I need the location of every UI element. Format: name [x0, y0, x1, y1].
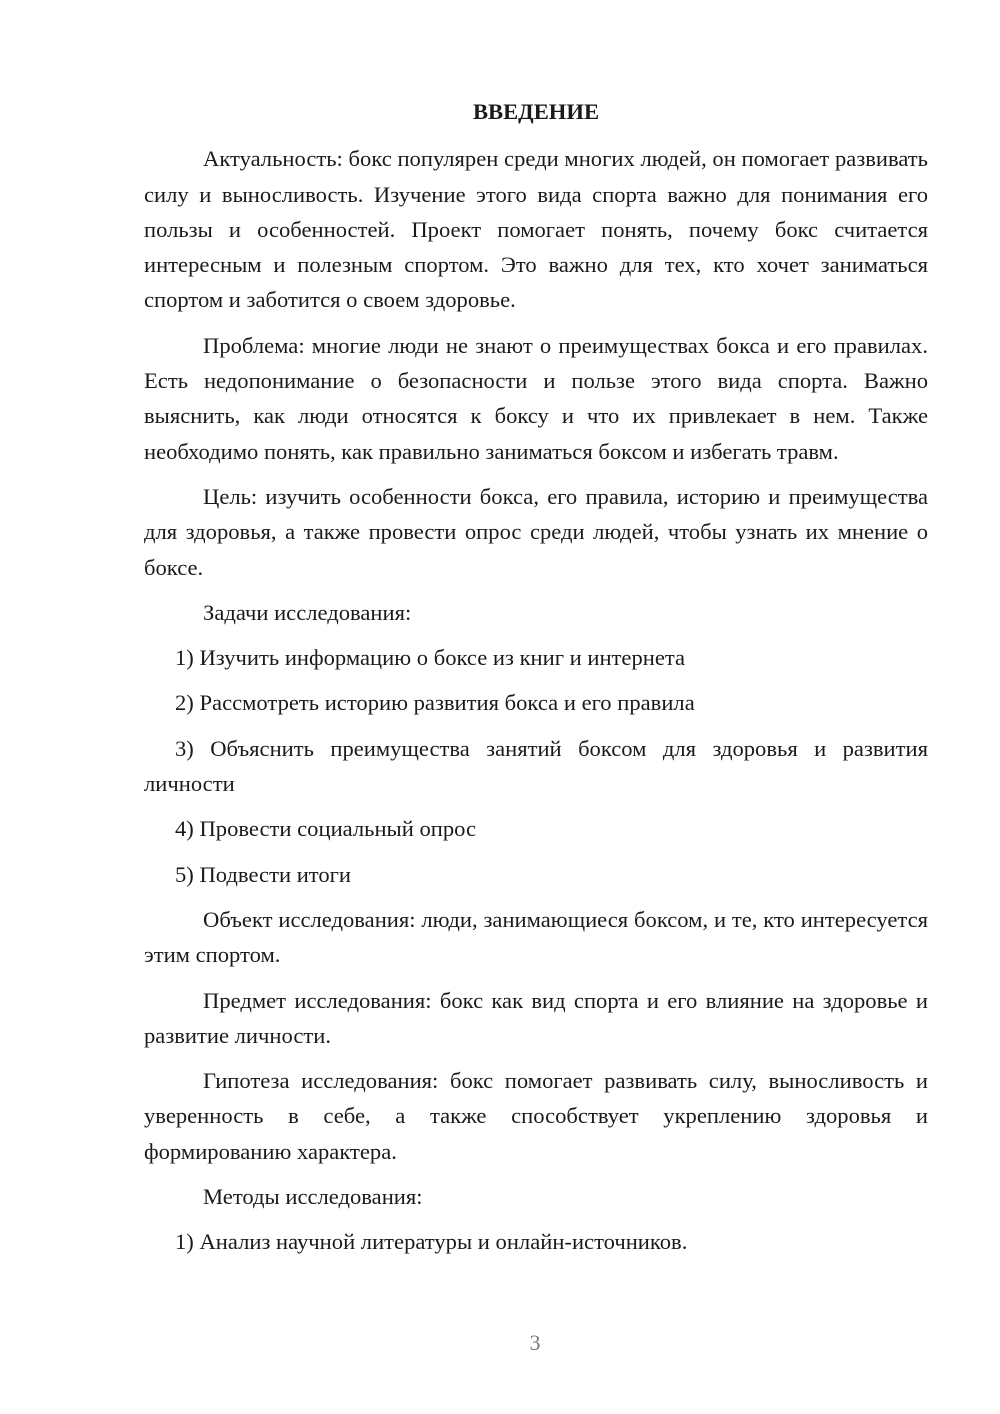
task-item-3: 3) Объяснить преимущества занятий боксом для здоровья и развития личности — [144, 735, 928, 797]
tasks-heading: Задачи исследования: — [203, 599, 412, 625]
goal-paragraph: Цель: изучить особенности бокса, его правила, историю и преимущества для здоровья, а также провести опрос среди людей, чтобы узнать их мнение о боксе. — [144, 483, 928, 580]
methods-heading: Методы исследования: — [203, 1184, 423, 1210]
hypothesis-paragraph: Гипотеза исследования: бокс помогает развивать силу, выносливость и уверенность в себе, а также способствует укреплению здоровья и формированию характера. — [144, 1068, 928, 1164]
problem-paragraph: Проблема: многие люди не знают о преимуществах бокса и его правилах. Есть недопонимание о безопасности и пользе этого вида спорта. Важно выяснить, как люди относятся к боксу и что их привлекает в нем. Также необходимо понять, как правильно заниматься боксом и избегать травм. — [144, 332, 928, 464]
section-title: ВВЕДЕНИЕ — [472, 99, 600, 124]
task-item-4: 4) Провести социальный опрос — [175, 816, 477, 842]
subject-paragraph: Предмет исследования: бокс как вид спорта и его влияние на здоровье и развитие личности. — [144, 987, 928, 1048]
task-item-2: 2) Рассмотреть историю развития бокса и его правила — [175, 690, 695, 716]
page-number: 3 — [529, 1330, 541, 1355]
task-item-5: 5) Подвести итоги — [175, 861, 352, 887]
object-paragraph: Объект исследования: люди, занимающиеся боксом, и те, кто интересуется этим спортом. — [144, 906, 928, 968]
relevance-paragraph: Актуальность: бокс популярен среди многих людей, он помогает развивать силу и выносливость. Изучение этого вида спорта важно для понимания его пользы и особенностей. Проект помогает понять, почему бокс считается интересным и полезным спортом. Это важно для тех, кто хочет заниматься спортом и заботится о своем здоровье. — [144, 146, 928, 313]
page-content — [144, 94, 928, 1270]
task-item-1: 1) Изучить информацию о боксе из книг и интернета — [175, 645, 686, 671]
method-item-1: 1) Анализ научной литературы и онлайн-источников. — [175, 1229, 688, 1255]
